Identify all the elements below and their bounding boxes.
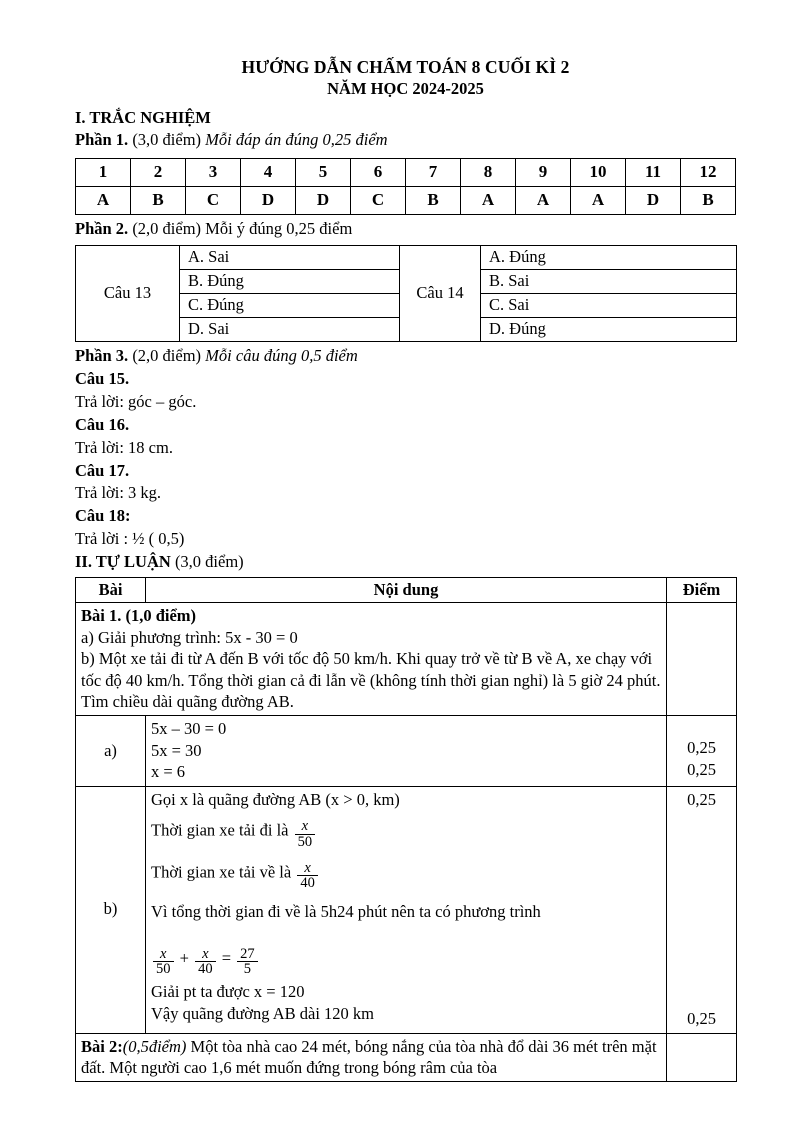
bai1-b-score-bottom: 0,25 (687, 1009, 716, 1029)
bai2-score-cell (667, 1033, 737, 1082)
question-number-cell: 11 (626, 158, 681, 186)
equation-fraction-1 (153, 947, 174, 978)
fraction-denominator: 40 (297, 875, 318, 891)
fraction-denominator: 5 (237, 961, 258, 977)
part2-label-rest: (2,0 điểm) Mỗi ý đúng 0,25 điểm (132, 218, 353, 238)
cau-14-item: B. Sai (481, 269, 737, 293)
bai1-b-line-4: Vì tổng thời gian đi về là 5h24 phút nên ta có phương trình (151, 902, 541, 922)
bai1-b-equation (151, 923, 661, 982)
column-header-noi-dung: Nội dung (146, 578, 667, 603)
bai1-a-score: 0,25 (687, 738, 716, 758)
part1-label-italic: Mỗi đáp án đúng 0,25 điểm (205, 129, 388, 149)
answer-cell: D (241, 186, 296, 214)
column-header-diem: Điểm (667, 578, 737, 603)
part3-label-bold: Phần 3. (75, 345, 129, 365)
question-number-cell: 10 (571, 158, 626, 186)
document-subtitle: NĂM HỌC 2024-2025 (327, 79, 484, 99)
equation-operator-plus: + (179, 948, 189, 968)
part1-label-points: (3,0 điểm) (132, 129, 202, 149)
section-heading-trac-nghiem: I. TRẮC NGHIỆM (75, 107, 211, 127)
question-number-cell: 3 (186, 158, 241, 186)
fraction-denominator: 50 (295, 834, 316, 850)
fraction-x-over-40 (297, 861, 318, 892)
answer-cell: A (571, 186, 626, 214)
bai1-a-step: 5x = 30 (151, 740, 202, 760)
bai1-b-line-2 (151, 810, 661, 852)
bai1-a-label: a) (76, 716, 146, 786)
fraction-numerator: x (304, 859, 311, 876)
bai1-b-line-3 (151, 852, 661, 894)
part3-label-points: (2,0 điểm) (132, 345, 202, 365)
equation-fraction-2 (195, 947, 216, 978)
answer-key-table (75, 158, 736, 215)
marking-scheme-table (75, 577, 737, 1082)
bai1-part-b-statement: b) Một xe tải đi từ A đến B với tốc độ 50 km/h. Khi quay trở về từ B về A, xe chạy với tốc độ 40 km/h. Tổng thời gian cả đi lẫn về (không tính thời gian nghỉ) là 5 giờ 24 phút. Tìm chiều dài quãng đường AB. (81, 649, 661, 711)
part2-label-bold: Phần 2. (75, 218, 129, 238)
answer-cell: A (461, 186, 516, 214)
bai1-part-a-statement: a) Giải phương trình: 5x - 30 = 0 (81, 627, 298, 647)
equation-operator-equals: = (221, 948, 231, 968)
bai1-a-step: x = 6 (151, 762, 186, 782)
bai1-a-score-cell (667, 716, 737, 786)
cau-14-item: C. Sai (481, 293, 737, 317)
column-header-bai: Bài (76, 578, 146, 603)
answer-cell: B (406, 186, 461, 214)
table-row-question-numbers (76, 158, 736, 186)
cau-18-question: Câu 18: (75, 506, 131, 526)
bai1-b-line-6: Vậy quãng đường AB dài 120 km (151, 1003, 374, 1023)
question-number-cell: 12 (681, 158, 736, 186)
bai2-statement (81, 1036, 661, 1079)
cau-18-answer: Trả lời : ½ ( 0,5) (75, 529, 185, 549)
bai2-label-italic: (0,5điểm) (122, 1036, 187, 1056)
bai1-title: Bài 1. (1,0 điểm) (81, 606, 197, 626)
table-row-bai2-statement (76, 1033, 737, 1082)
bai1-b-solution-cell (146, 786, 667, 1033)
answer-cell: D (626, 186, 681, 214)
table-row-header (76, 578, 737, 603)
part2-label (75, 218, 736, 240)
part1-label-bold: Phần 1. (75, 129, 129, 149)
bai1-b-line-5: Giải pt ta được x = 120 (151, 982, 305, 1002)
document-title: HƯỚNG DẪN CHẤM TOÁN 8 CUỐI KÌ 2 (241, 57, 570, 77)
cau-14-item: D. Đúng (481, 317, 737, 341)
bai1-a-score: 0,25 (687, 759, 716, 779)
cau-13-item: C. Đúng (180, 293, 400, 317)
section-heading-tu-luan-points: (3,0 điểm) (174, 552, 244, 572)
answer-cell: C (186, 186, 241, 214)
bai1-b-score-top: 0,25 (687, 789, 716, 809)
cau-14-item: A. Đúng (481, 245, 737, 269)
cau-16-question: Câu 16. (75, 414, 130, 434)
part3-label-italic: Mỗi câu đúng 0,5 điểm (205, 345, 358, 365)
answer-cell: B (131, 186, 186, 214)
question-number-cell: 7 (406, 158, 461, 186)
cau-13-item: A. Sai (180, 245, 400, 269)
question-number-cell: 2 (131, 158, 186, 186)
answer-cell: D (296, 186, 351, 214)
document-page (75, 0, 736, 1082)
answer-cell: A (516, 186, 571, 214)
table-row-bai1-statement (76, 603, 737, 716)
bai1-b-line-2-text: Thời gian xe tải đi là (151, 820, 289, 840)
bai2-statement-cell (76, 1033, 667, 1082)
table-row (76, 245, 737, 269)
question-number-cell: 4 (241, 158, 296, 186)
cau-15-question: Câu 15. (75, 368, 130, 388)
question-number-cell: 9 (516, 158, 571, 186)
question-number-cell: 1 (76, 158, 131, 186)
cau-16-answer: Trả lời: 18 cm. (75, 437, 173, 457)
fraction-denominator: 40 (195, 961, 216, 977)
bai2-label-bold: Bài 2: (81, 1036, 123, 1056)
cau-13-label: Câu 13 (76, 245, 180, 341)
bai1-statement-cell (76, 603, 667, 716)
bai1-b-line-1: Gọi x là quãng đường AB (x > 0, km) (151, 789, 400, 809)
bai1-a-solution-cell (146, 716, 667, 786)
section-heading-tu-luan (75, 551, 736, 573)
fraction-numerator: x (301, 818, 309, 835)
question-number-cell: 8 (461, 158, 516, 186)
equation-fraction-3 (237, 947, 258, 978)
bai1-statement-score-cell (667, 603, 737, 716)
table-row-bai1-b-solution (76, 786, 737, 1033)
table-row-answers (76, 186, 736, 214)
part1-label (75, 129, 736, 151)
fraction-numerator: x (160, 945, 167, 962)
bai1-b-score-cell (667, 786, 737, 1033)
bai1-b-line-3-text: Thời gian xe tải về là (151, 862, 292, 882)
fraction-numerator: x (202, 945, 209, 962)
bai1-a-step: 5x – 30 = 0 (151, 719, 227, 739)
part3-label (75, 345, 736, 367)
cau-13-item: B. Đúng (180, 269, 400, 293)
bai2-text: Một tòa nhà cao 24 mét, bóng nắng của tòa nhà đổ dài 36 mét trên mặt đất. Một người cao 1,6 mét muốn đứng trong bóng râm của tòa (81, 1036, 657, 1077)
fraction-x-over-50 (295, 819, 316, 850)
cau-14-label: Câu 14 (400, 245, 481, 341)
question-number-cell: 5 (296, 158, 351, 186)
answer-cell: C (351, 186, 406, 214)
fraction-denominator: 50 (153, 961, 174, 977)
answer-cell: B (681, 186, 736, 214)
answer-cell: A (76, 186, 131, 214)
question-number-cell: 6 (351, 158, 406, 186)
cau-17-answer: Trả lời: 3 kg. (75, 483, 162, 503)
cau-13-item: D. Sai (180, 317, 400, 341)
section-heading-tu-luan-bold: II. TỰ LUẬN (75, 552, 171, 572)
bai1-b-label: b) (76, 786, 146, 1033)
table-row-bai1-a-solution (76, 716, 737, 786)
cau-17-question: Câu 17. (75, 460, 130, 480)
true-false-table (75, 245, 737, 342)
fraction-numerator: 27 (240, 945, 255, 962)
cau-15-answer: Trả lời: góc – góc. (75, 391, 197, 411)
